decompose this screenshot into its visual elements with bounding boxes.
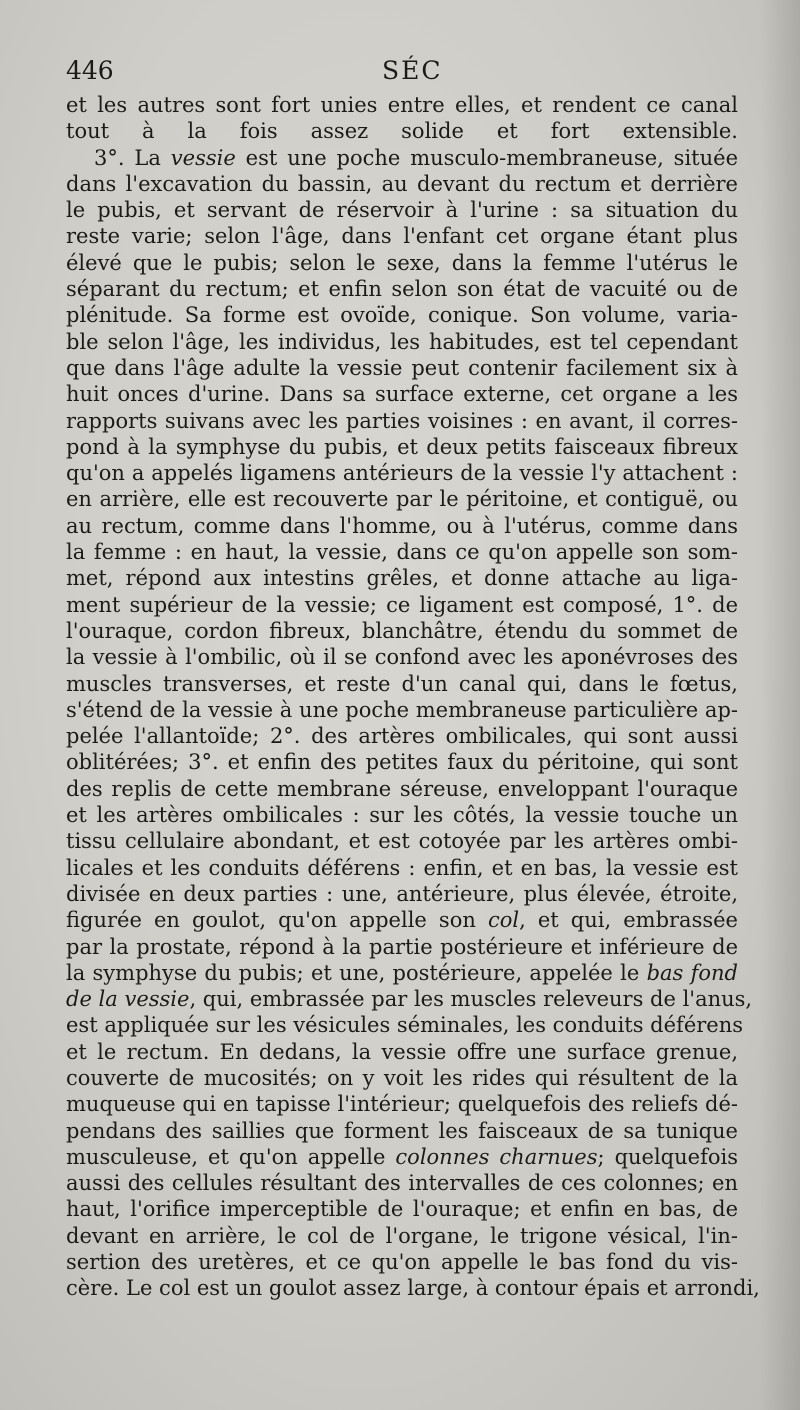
text-line: sertion des uretères, et ce qu'on appelle le bas fond du vis- (66, 1250, 738, 1275)
italic-term: bas fond (646, 960, 738, 985)
text-line: des replis de cette membrane séreuse, enveloppant l'ouraque (66, 776, 738, 801)
text-line: et les autres sont fort unies entre elles, et rendent ce canal (66, 93, 738, 117)
text-line (66, 1144, 738, 1170)
text-line: licales et les conduits déférens : enfin, et en bas, la vessie est (66, 855, 738, 880)
text-line (66, 960, 738, 986)
italic-term: vessie (170, 145, 236, 170)
text-line: oblitérées; 3°. et enfin des petites faux du péritoine, qui sont (66, 750, 738, 775)
text-line: muscles transverses, et reste d'un canal qui, dans le fœtus, (66, 671, 738, 696)
text-line: que dans l'âge adulte la vessie peut contenir facilement six à (66, 355, 738, 380)
running-head: SÉC (382, 56, 443, 85)
text-segment: , qui, embrassée par les muscles releveurs de l'anus, (189, 987, 753, 1012)
text-line: rapports suivans avec les parties voisines : en avant, il corres- (66, 408, 738, 433)
text-line: est appliquée sur les vésicules séminales, les conduits déférens (66, 1013, 744, 1038)
text-line: élevé que le pubis; selon le sexe, dans la femme l'utérus le (66, 250, 738, 275)
text-line (66, 145, 738, 171)
text-line: la vessie à l'ombilic, où il se confond avec les aponévroses des (66, 645, 738, 670)
text-line: s'étend de la vessie à une poche membraneuse particulière ap- (66, 697, 738, 722)
text-line: séparant du rectum; et enfin selon son état de vacuité ou de (66, 277, 738, 302)
text-segment: , et qui, embrassée (519, 908, 738, 933)
text-line: aussi des cellules résultant des intervalles de ces colonnes; en (66, 1171, 738, 1196)
text-line: qu'on a appelés ligamens antérieurs de la vessie l'y attachent : (66, 461, 738, 486)
text-line: au rectum, comme dans l'homme, ou à l'utérus, comme dans (66, 513, 738, 538)
text-line: pelée l'allantoïde; 2°. des artères ombilicales, qui sont aussi (66, 724, 738, 749)
text-line: muqueuse qui en tapisse l'intérieur; quelquefois des reliefs dé- (66, 1092, 738, 1117)
text-line: et les artères ombilicales : sur les côtés, la vessie touche un (66, 803, 738, 828)
text-line: met, répond aux intestins grêles, et donne attache au liga- (66, 566, 738, 591)
text-segment: est une poche musculo-membraneuse, située (235, 145, 738, 170)
text-line: par la prostate, répond à la partie postérieure et inférieure de (66, 934, 738, 959)
text-line: reste varie; selon l'âge, dans l'enfant cet organe étant plus (66, 224, 738, 249)
text-line: ment supérieur de la vessie; ce ligament est composé, 1°. de (66, 592, 738, 617)
text-line: tissu cellulaire abondant, et est cotoyée par les artères ombi- (66, 829, 738, 854)
text-line: dans l'excavation du bassin, au devant du rectum et derrière (66, 171, 738, 196)
text-segment: 3°. La (94, 145, 171, 170)
page-number: 446 (66, 56, 114, 85)
body-text (66, 92, 760, 1302)
text-line: huit onces d'urine. Dans sa surface externe, cet organe a les (66, 382, 738, 407)
text-line: plénitude. Sa forme est ovoïde, conique. Son volume, varia- (66, 303, 738, 328)
text-line: en arrière, elle est recouverte par le péritoine, et contiguë, ou (66, 487, 738, 512)
text-line (66, 986, 753, 1012)
italic-term: col (487, 908, 520, 933)
text-line: pond à la symphyse du pubis, et deux petits faisceaux fibreux (66, 434, 738, 459)
text-line: couverte de mucosités; on y voit les rides qui résultent de la (66, 1065, 738, 1090)
italic-term: de la vessie (66, 987, 190, 1012)
italic-term: colonnes charnues (395, 1144, 598, 1169)
text-line: l'ouraque, cordon fibreux, blanchâtre, étendu du sommet de (66, 618, 738, 643)
text-line: et le rectum. En dedans, la vessie offre une surface grenue, (66, 1039, 738, 1064)
page-edge-shadow (760, 0, 800, 1410)
text-line: divisée en deux parties : une, antérieure, plus élevée, étroite, (66, 881, 738, 906)
text-segment: musculeuse, et qu'on appelle (66, 1144, 396, 1169)
text-line: tout à la fois assez solide et fort extensible. (66, 119, 738, 144)
text-line: la femme : en haut, la vessie, dans ce qu'on appelle son som- (66, 540, 738, 565)
text-line (66, 907, 738, 933)
text-line: devant en arrière, le col de l'organe, le trigone vésical, l'in- (66, 1223, 738, 1248)
text-segment: ; quelquefois (597, 1144, 738, 1169)
text-line: cère. Le col est un goulot assez large, à contour épais et arrondi, (66, 1276, 760, 1301)
page-header (66, 56, 736, 90)
text-segment: la symphyse du pubis; et une, postérieure, appelée le (66, 960, 647, 985)
text-line: pendans des saillies que forment les faisceaux de sa tunique (66, 1118, 738, 1143)
text-line: haut, l'orifice imperceptible de l'ouraque; et enfin en bas, de (66, 1197, 738, 1222)
text-segment: figurée en goulot, qu'on appelle son (66, 908, 488, 933)
text-line: le pubis, et servant de réservoir à l'urine : sa situation du (66, 198, 738, 223)
text-line: ble selon l'âge, les individus, les habitudes, est tel cependant (66, 329, 738, 354)
